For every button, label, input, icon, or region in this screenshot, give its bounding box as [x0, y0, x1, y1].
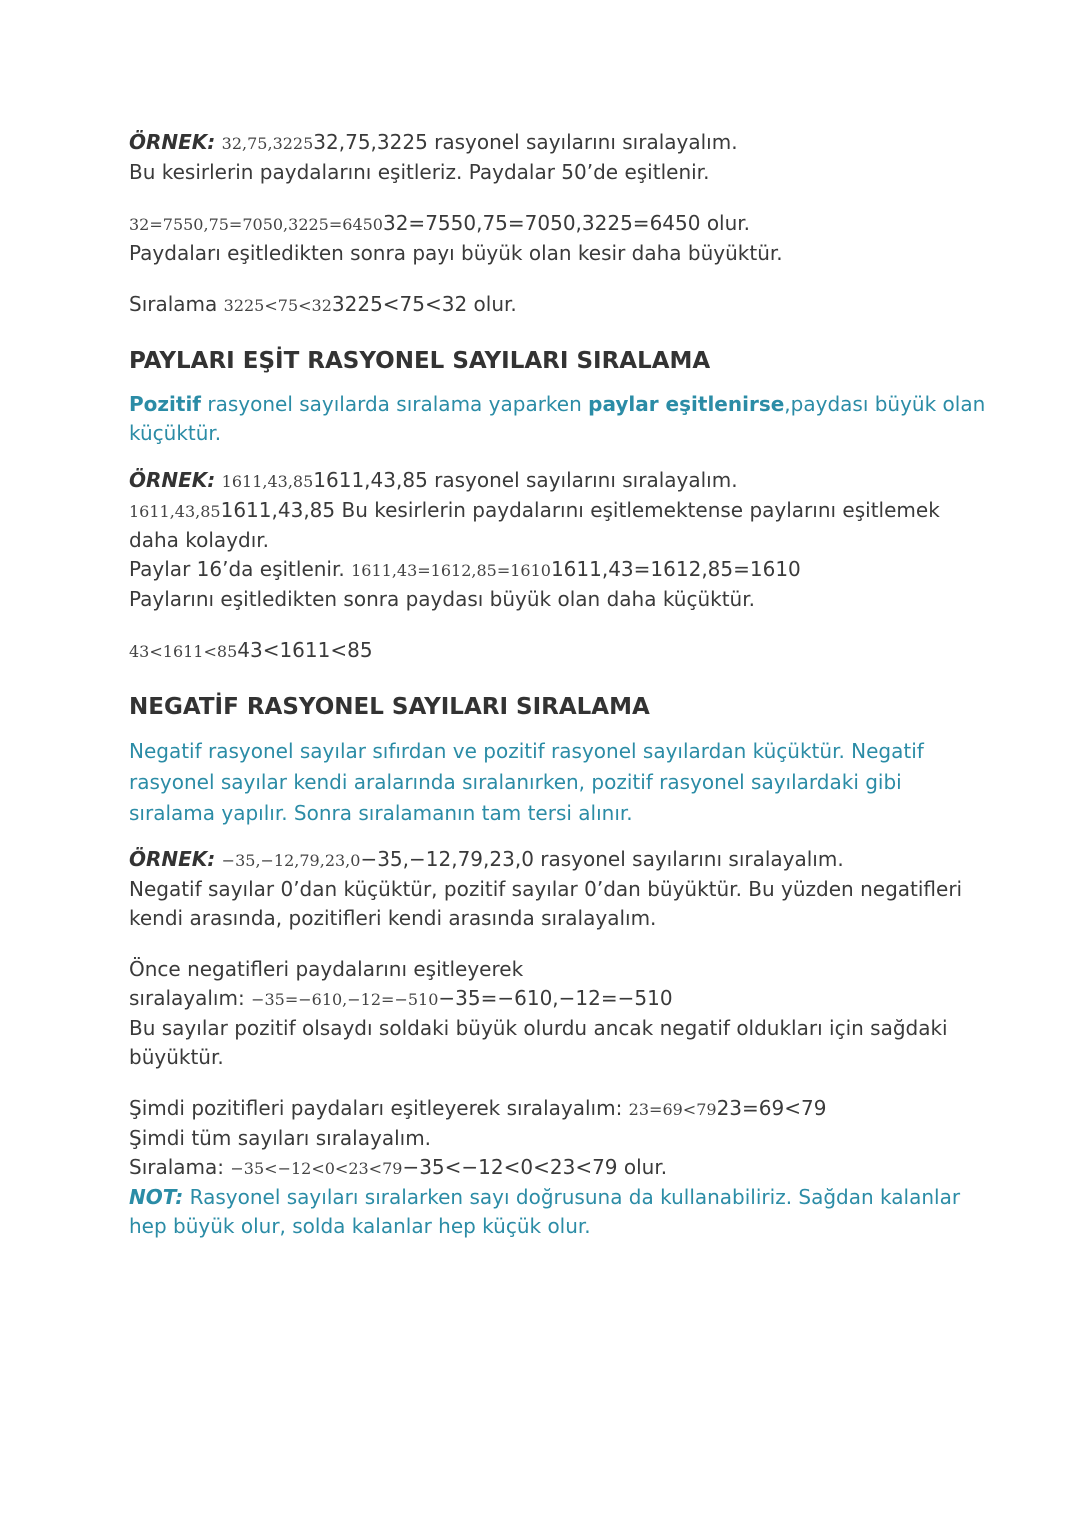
order-line: [129, 1153, 959, 1183]
equation-text: 32=7550,75=7050,3225=6450 olur.: [382, 211, 751, 235]
paragraph-line: Önce negatifleri paydalarını eşitleyerek: [129, 957, 524, 981]
rule-text: ,paydası büyük olan: [784, 392, 986, 416]
paragraph-line: Bu kesirlerin paydalarını eşitleriz. Paydalar 50’de eşitlenir.: [129, 160, 710, 184]
paragraph-text: 23=69<79: [716, 1096, 827, 1120]
paragraph-prefix: sıralayalım:: [129, 986, 252, 1010]
rule-line: sıralama yapılır. Sonra sıralamanın tam tersi alınır.: [129, 801, 633, 825]
paragraph-line: Paydaları eşitledikten sonra payı büyük olan kesir daha büyüktür.: [129, 241, 783, 265]
rule-bold: paylar eşitlenirse: [588, 392, 785, 416]
rule-line: [129, 390, 986, 419]
order-text: 43<1611<85: [237, 638, 373, 662]
example-text: 32,75,3225 rasyonel sayılarını sıralayalım.: [313, 130, 738, 154]
math-inline: 43<1611<85: [129, 642, 238, 661]
math-inline: −35=−610,−12=−510: [251, 990, 439, 1009]
math-inline: −35<−12<0<23<79: [230, 1159, 403, 1178]
paragraph-line: [129, 555, 959, 585]
paragraph-line: Şimdi tüm sayıları sıralayalım.: [129, 1126, 432, 1150]
example-text: 1611,43,85 rasyonel sayılarını sıralayalım.: [313, 468, 738, 492]
note-label: NOT:: [129, 1185, 184, 1209]
equation-line: [129, 209, 959, 239]
example-3-line: [129, 845, 959, 875]
example-label: ÖRNEK:: [129, 468, 216, 492]
paragraph-line: Negatif sayılar 0’dan küçüktür, pozitif sayılar 0’dan büyüktür. Bu yüzden negatifleri: [129, 877, 963, 901]
section-heading: NEGATİF RASYONEL SAYILARI SIRALAMA: [129, 694, 650, 720]
paragraph-line: büyüktür.: [129, 1045, 224, 1069]
rule-line: küçüktür.: [129, 421, 222, 445]
paragraph-prefix: Paylar 16’da eşitlenir.: [129, 557, 352, 581]
rule-line: rasyonel sayılar kendi aralarında sıralanırken, pozitif rasyonel sayılardaki gibi: [129, 770, 902, 794]
paragraph-line: kendi arasında, pozitifleri kendi arasında sıralayalım.: [129, 906, 657, 930]
note-line: [129, 1183, 959, 1212]
rule-text: rasyonel sayılarda sıralama yaparken: [201, 392, 589, 416]
math-inline: 1611,43,85: [129, 502, 221, 521]
example-text: −35,−12,79,23,0 rasyonel sayılarını sıralayalım.: [360, 847, 844, 871]
math-inline: 1611,43,85: [221, 472, 314, 491]
paragraph-line: daha kolaydır.: [129, 528, 269, 552]
math-inline: 3225<75<32: [223, 296, 332, 315]
math-inline: 32,75,3225: [221, 134, 314, 153]
paragraph-text: 1611,43,85 Bu kesirlerin paydalarını eşitlemektense paylarını eşitlemek: [220, 498, 940, 522]
section-heading: PAYLARI EŞİT RASYONEL SAYILARI SIRALAMA: [129, 348, 711, 374]
paragraph-line: [129, 984, 959, 1014]
note-line: hep büyük olur, solda kalanlar hep küçük olur.: [129, 1214, 591, 1238]
order-text: 3225<75<32 olur.: [331, 292, 517, 316]
paragraph-line: Paylarını eşitledikten sonra paydası büyük olan daha küçüktür.: [129, 587, 755, 611]
example-2-line: [129, 466, 959, 496]
paragraph-prefix: Şimdi pozitifleri paydaları eşitleyerek sıralayalım:: [129, 1096, 629, 1120]
rule-bold: Pozitif: [129, 392, 202, 416]
example-1-line: [129, 128, 959, 158]
paragraph-text: 1611,43=1612,85=1610: [550, 557, 801, 581]
paragraph-line: Bu sayılar pozitif olsaydı soldaki büyük olurdu ancak negatif oldukları için sağdaki: [129, 1016, 948, 1040]
rule-line: Negatif rasyonel sayılar sıfırdan ve pozitif rasyonel sayılardan küçüktür. Negatif: [129, 739, 924, 763]
order-text: −35<−12<0<23<79 olur.: [402, 1155, 668, 1179]
paragraph-line: [129, 496, 959, 526]
document-content: [129, 128, 986, 1241]
note-text: Rasyonel sayıları sıralarken sayı doğrusuna da kullanabiliriz. Sağdan kalanlar: [183, 1185, 961, 1209]
paragraph-text: −35=−610,−12=−510: [438, 986, 673, 1010]
math-inline: 23=69<79: [628, 1100, 717, 1119]
example-label: ÖRNEK:: [129, 130, 216, 154]
math-inline: 32=7550,75=7050,3225=6450: [129, 215, 383, 234]
paragraph-line: [129, 1094, 959, 1124]
math-inline: 1611,43=1612,85=1610: [351, 561, 551, 580]
order-line: [129, 636, 959, 666]
order-prefix: Sıralama: [129, 292, 224, 316]
example-label: ÖRNEK:: [129, 847, 216, 871]
math-inline: −35,−12,79,23,0: [221, 851, 361, 870]
order-prefix: Sıralama:: [129, 1155, 231, 1179]
order-line: [129, 290, 959, 320]
